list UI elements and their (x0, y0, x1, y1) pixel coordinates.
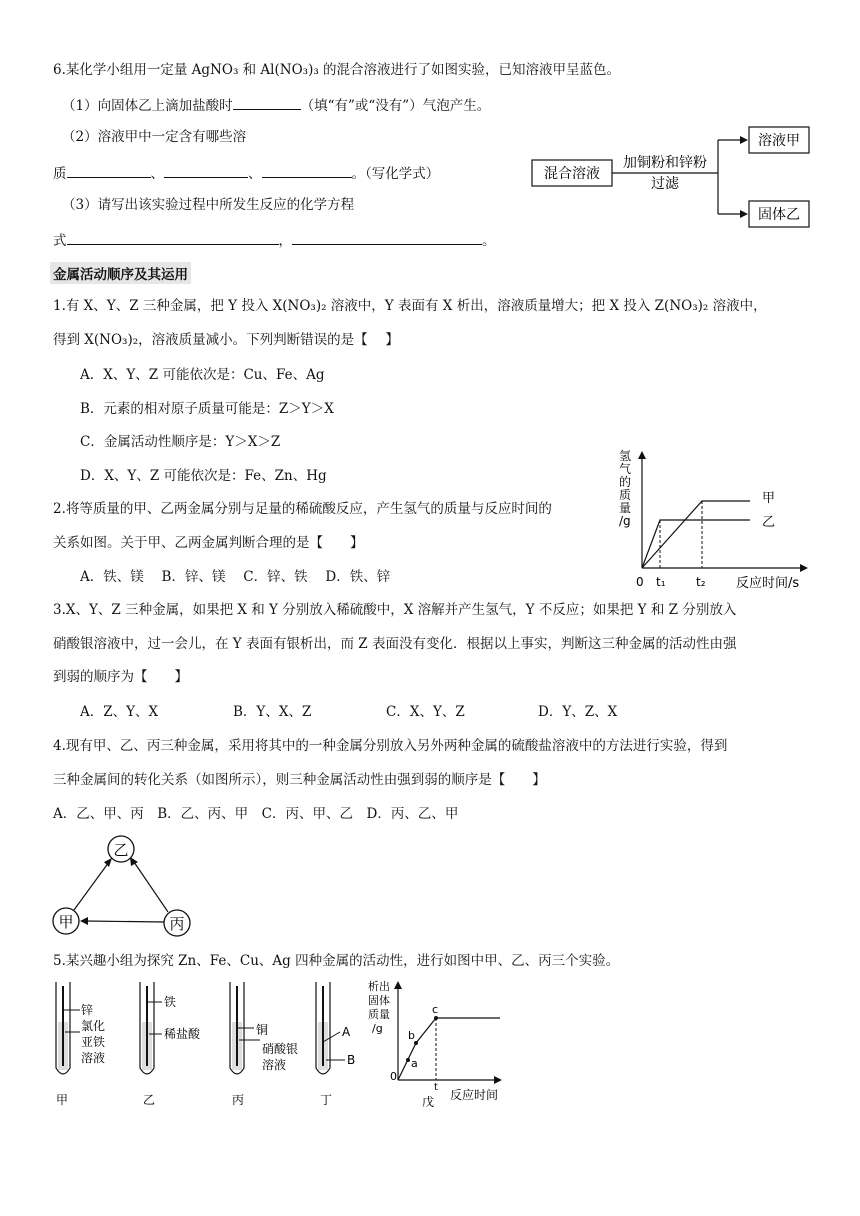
q3-stem-1: 3.X、Y、Z 三种金属，如果把 X 和 Y 分别放入稀硫酸中，X 溶解并产生氢气，Y 不反应；如果把 Y 和 Z 分别放入 (53, 602, 737, 618)
q1-stem-2: 得到 X(NO₃)₂，溶液质量减小。下列判断错误的是【 】 (53, 332, 399, 348)
svg-text:丁: 丁 (320, 1093, 333, 1107)
test-tube-jia (56, 982, 105, 1107)
svg-text:氯化: 氯化 (81, 1019, 106, 1033)
q3-option-d[interactable]: D．Y、Z、X (538, 704, 618, 720)
svg-text:B: B (347, 1053, 356, 1067)
q1-option-c[interactable]: C．金属活动性顺序是：Y＞X＞Z (80, 434, 281, 450)
svg-text:亚铁: 亚铁 (81, 1035, 106, 1049)
edge-right-left (86, 921, 164, 922)
arrowhead-icon (104, 858, 112, 867)
arrowhead-icon (80, 917, 88, 925)
graph-t1: t₁ (656, 575, 666, 589)
test-tube-yi (140, 982, 201, 1107)
answer-blank[interactable] (67, 230, 279, 245)
svg-text:铁: 铁 (164, 995, 177, 1009)
test-tube-ding (316, 982, 355, 1107)
arrowhead-icon (394, 981, 402, 989)
test-tube-bing (230, 982, 298, 1107)
arrowhead-icon (494, 1076, 502, 1084)
q2-options[interactable]: A．铁、镁 B．锌、镁 C．锌、铁 D．铁、锌 (80, 569, 391, 585)
node-left-label: 甲 (58, 913, 74, 931)
svg-text:a: a (411, 1057, 418, 1070)
flow-step2-label: 过滤 (651, 176, 679, 192)
q5-experiment-figure (40, 976, 520, 1112)
svg-text:溶液: 溶液 (81, 1051, 106, 1065)
q6-part1: （1）向固体乙上滴加盐酸时 （填“有”或“没有”）气泡产生。 (62, 95, 490, 115)
answer-blank[interactable] (292, 230, 482, 245)
svg-text:/g: /g (372, 1022, 383, 1035)
svg-text:铜: 铜 (256, 1023, 269, 1037)
q1-option-d[interactable]: D．X、Y、Z 可能依次是：Fe、Zn、Hg (80, 468, 327, 484)
svg-text:硝酸银: 硝酸银 (262, 1042, 299, 1056)
svg-text:t: t (434, 1082, 438, 1093)
flow-start-label: 混合溶液 (544, 166, 600, 182)
edge-left-top (74, 862, 109, 910)
q3-option-a[interactable]: A．Z、Y、X (80, 704, 159, 720)
svg-text:锌: 锌 (81, 1003, 94, 1017)
svg-text:A: A (342, 1025, 351, 1039)
series-jia-line (642, 501, 750, 568)
svg-text:b: b (408, 1029, 415, 1042)
graph-origin: 0 (636, 575, 644, 589)
q4-stem-1: 4.现有甲、乙、丙三种金属，采用将其中的一种金属分别放入另外两种金属的硫酸盐溶液中的方法进行实验，得到 (53, 738, 728, 754)
point-a (406, 1058, 410, 1062)
svg-text:质量: 质量 (368, 1008, 390, 1021)
node-top-label: 乙 (113, 841, 129, 859)
graph-curve (398, 1018, 500, 1080)
svg-text:戊: 戊 (422, 1095, 435, 1109)
svg-text:稀盐酸: 稀盐酸 (164, 1027, 201, 1041)
q1-stem-1: 1.有 X、Y、Z 三种金属，把 Y 投入 X(NO₃)₂ 溶液中，Y 表面有 X 析出，溶液质量增大；把 X 投入 Z(NO₃)₂ 溶液中， (53, 298, 767, 314)
arrowhead-icon (740, 210, 748, 218)
answer-blank[interactable] (262, 163, 352, 178)
svg-text:反应时间: 反应时间 (450, 1088, 499, 1102)
q2-stem-2: 关系如图。关于甲、乙两金属判断合理的是【 】 (53, 535, 364, 551)
answer-blank[interactable] (67, 163, 151, 178)
q3-option-b[interactable]: B．Y、X、Z (233, 704, 312, 720)
q3-stem-3: 到弱的顺序为【 】 (53, 669, 188, 685)
graph-ylabel: 氢气的质量/g (619, 449, 632, 528)
q2-graph (610, 448, 815, 596)
answer-blank[interactable] (233, 95, 301, 110)
svg-text:c: c (432, 1003, 439, 1016)
flow-out1-label: 溶液甲 (758, 133, 800, 149)
q1-option-a[interactable]: A．X、Y、Z 可能依次是：Cu、Fe、Ag (80, 367, 325, 383)
flow-out2-label: 固体乙 (758, 207, 800, 223)
flow-step1-label: 加铜粉和锌粉 (623, 155, 707, 171)
series-yi-label: 乙 (762, 515, 776, 530)
answer-blank[interactable] (164, 163, 248, 178)
q6-stem: 6.某化学小组用一定量 AgNO₃ 和 Al(NO₃)₃ 的混合溶液进行了如图实验，已知溶液甲呈蓝色。 (53, 62, 621, 78)
edge-right-top (134, 862, 168, 912)
svg-text:溶液: 溶液 (262, 1058, 287, 1072)
q4-stem-2: 三种金属间的转化关系（如图所示），则三种金属活动性由强到弱的顺序是【 】 (53, 772, 546, 788)
arrowhead-icon (800, 564, 808, 572)
node-right-label: 丙 (169, 915, 185, 933)
q5-stem: 5.某兴趣小组为探究 Zn、Fe、Cu、Ag 四种金属的活动性，进行如图中甲、乙、丙三个实验。 (53, 953, 620, 969)
arrowhead-icon (130, 857, 138, 866)
q3-stem-2: 硝酸银溶液中，过一会儿，在 Y 表面有银析出，而 Z 表面没有变化．根据以上事实，判断这三种金属的活动性由强 (53, 636, 737, 652)
q6-part2-b: 质 、 、 。（写化学式） (53, 163, 439, 183)
q4-options[interactable]: A．乙、甲、丙 B．乙、丙、甲 C．丙、甲、乙 D．丙、乙、甲 (53, 806, 459, 822)
q6-flow-diagram (528, 124, 818, 236)
svg-text:析出: 析出 (368, 980, 390, 993)
svg-text:0: 0 (390, 1070, 397, 1083)
q3-option-c[interactable]: C．X、Y、Z (386, 704, 465, 720)
graph-xlabel: 反应时间/s (736, 576, 800, 591)
q1-option-b[interactable]: B．元素的相对原子质量可能是：Z＞Y＞X (80, 401, 334, 417)
q6-part3-a: （3）请写出该实验过程中所发生反应的化学方程 (62, 197, 355, 213)
graph-t2: t₂ (696, 575, 706, 589)
arrowhead-icon (740, 136, 748, 144)
q2-stem-1: 2.将等质量的甲、乙两金属分别与足量的稀硫酸反应，产生氢气的质量与反应时间的 (53, 501, 552, 517)
section-title: 金属活动顺序及其运用 (50, 262, 191, 284)
arrowhead-icon (638, 451, 646, 459)
q6-part2-a: （2）溶液甲中一定含有哪些溶 (62, 129, 247, 145)
q4-triangle-diagram (48, 833, 196, 941)
q5-mass-time-graph (368, 979, 502, 1109)
svg-text:固体: 固体 (368, 994, 390, 1007)
point-c (434, 1016, 438, 1020)
svg-text:丙: 丙 (232, 1093, 245, 1107)
svg-text:甲: 甲 (56, 1093, 69, 1107)
graph-ylabel-text: 氢气的质量/g (610, 448, 616, 449)
q6-part3-b: 式 ， 。 (53, 230, 496, 250)
svg-text:乙: 乙 (143, 1093, 156, 1107)
series-jia-label: 甲 (762, 491, 776, 506)
series-yi-line (642, 520, 750, 568)
